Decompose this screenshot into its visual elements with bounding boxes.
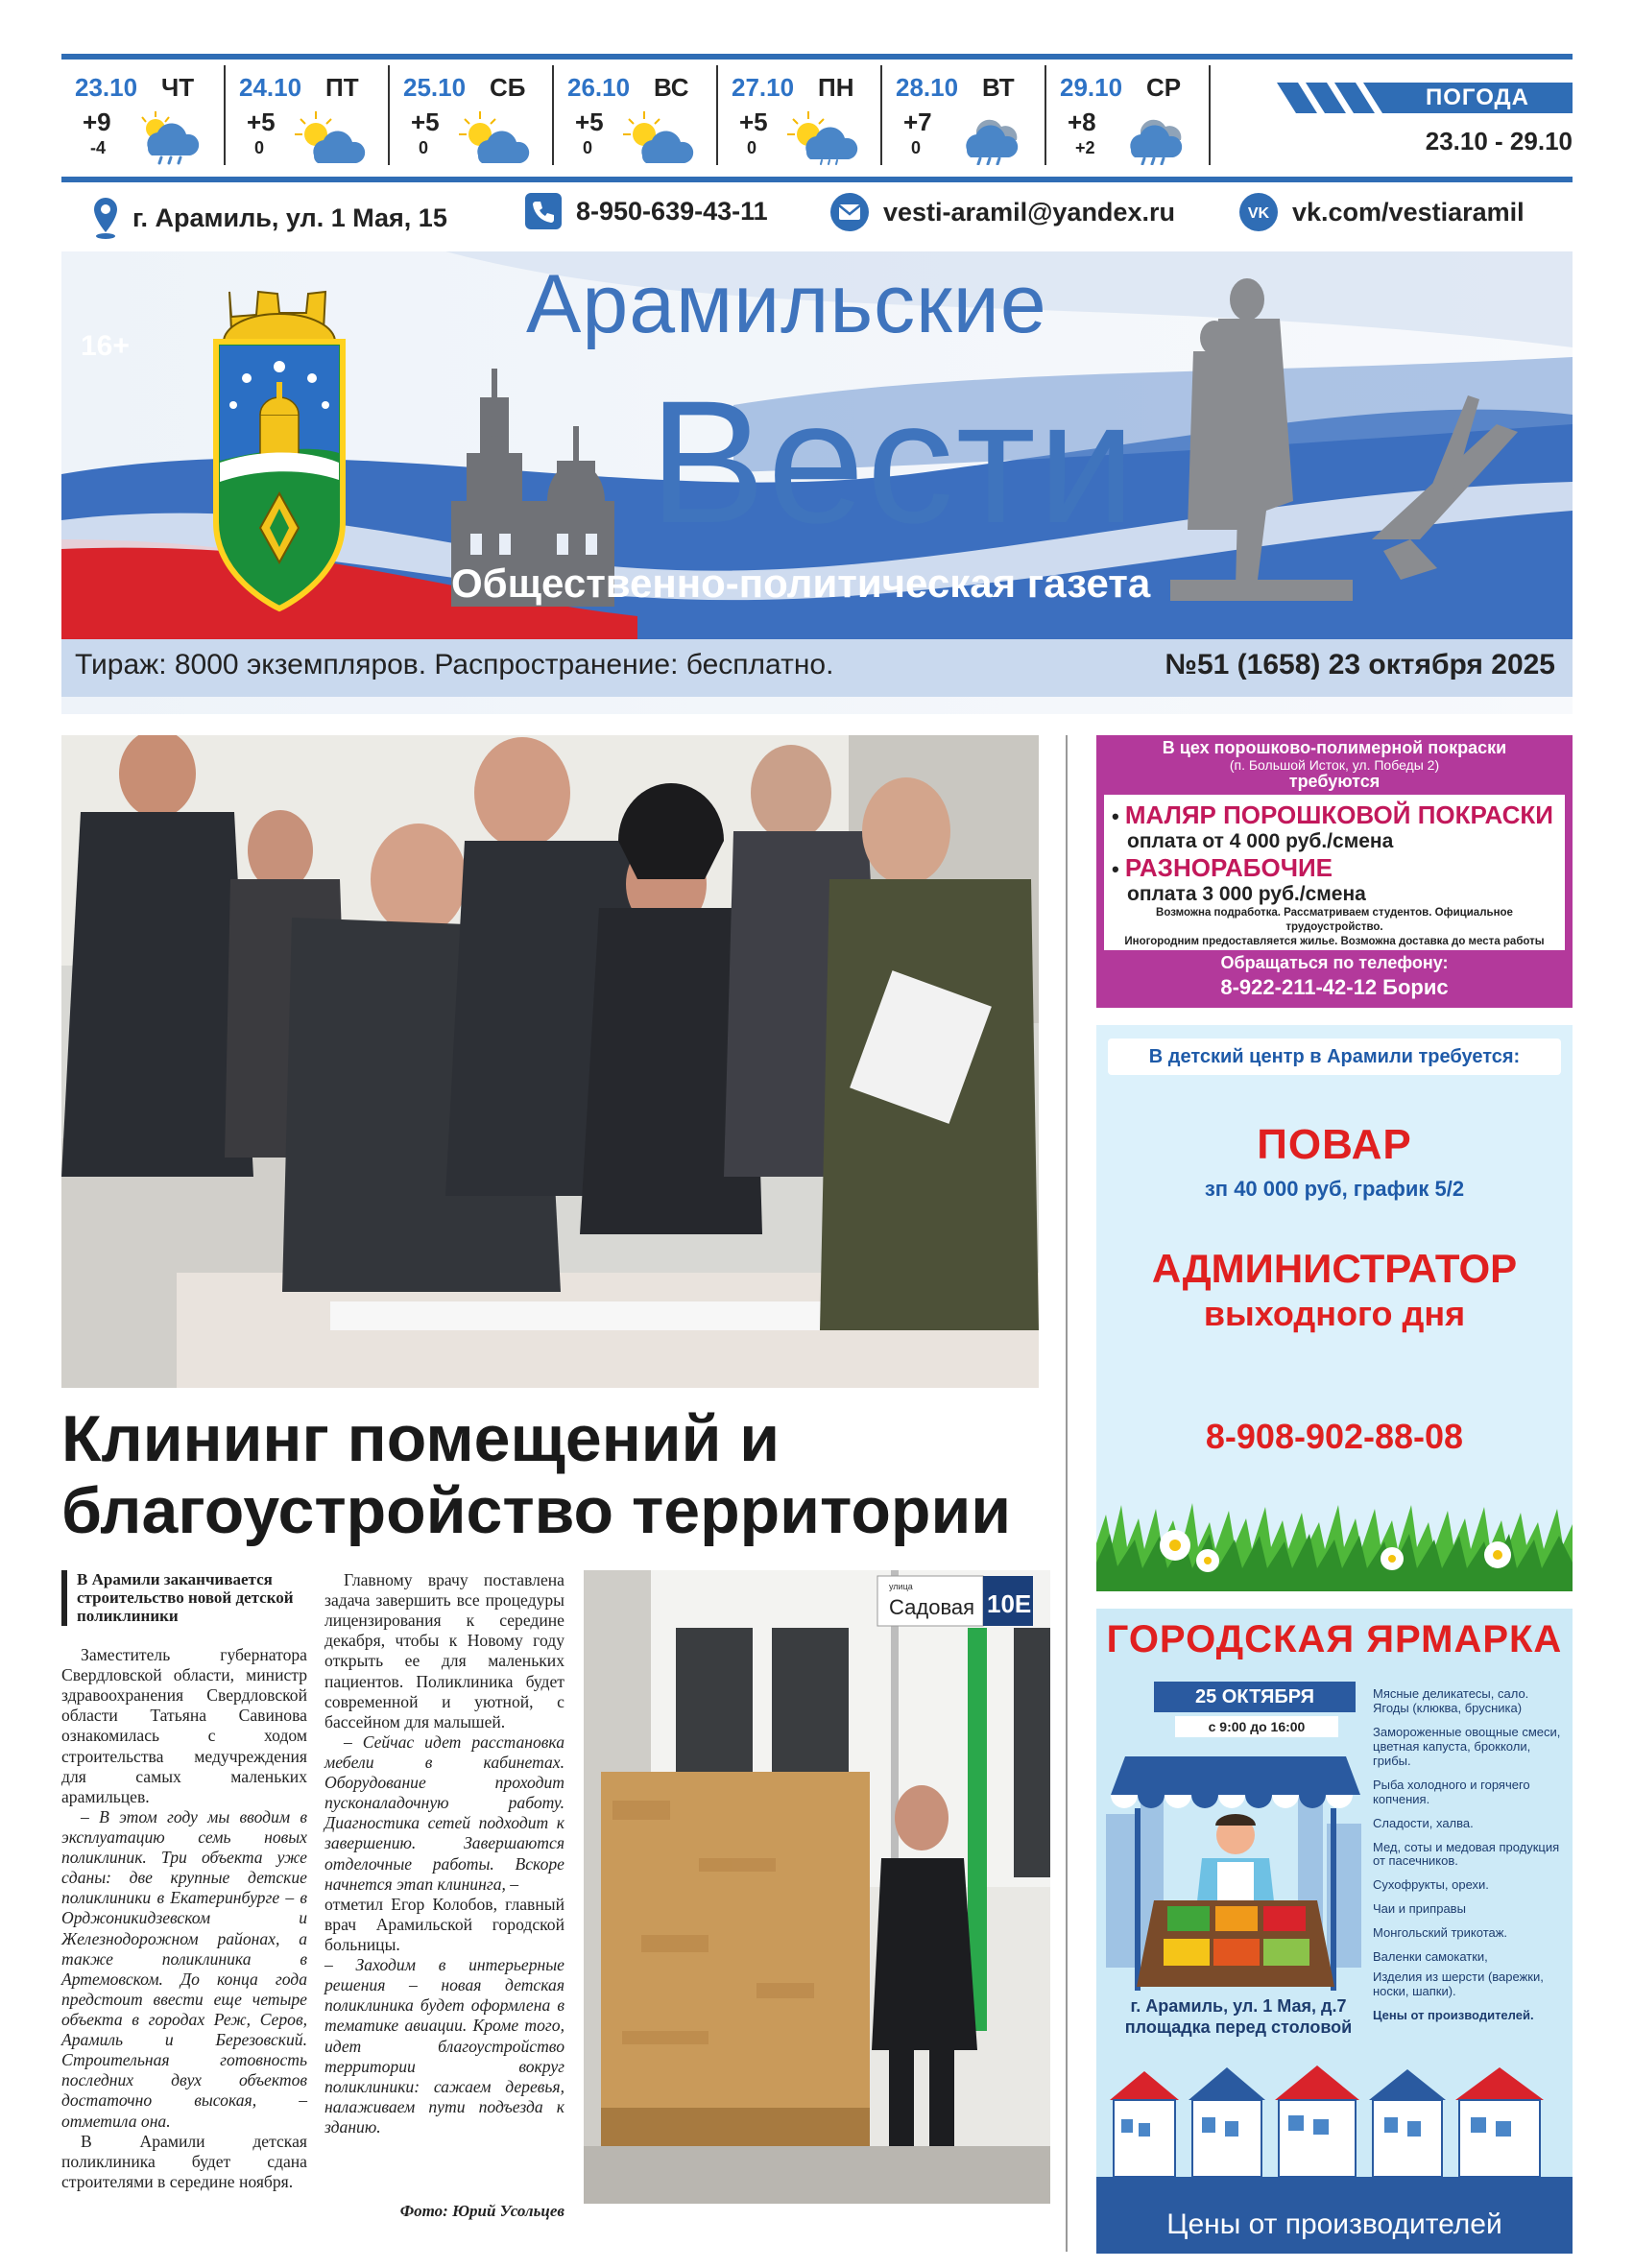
sun-cloud-rain-icon: [783, 109, 868, 165]
weather-day: [61, 65, 226, 165]
ad1-heading: В цех порошково-полимерной покраски: [1162, 738, 1507, 757]
ad1-role-1: МАЛЯР ПОРОШКОВОЙ ПОКРАСКИ: [1124, 800, 1553, 829]
weather-date: 27.10: [732, 73, 795, 102]
photo-group-inspection: [61, 735, 1039, 1388]
product-item: Валенки самокатки,: [1373, 1949, 1488, 1965]
paragraph: – В этом году мы вводим в эксплуатацию семь новых поликлиник. Три объекта уже сданы: две крупные детские поликлиники в Екатеринбурге – в Орджоникидзевском и Железнодорожном районах, а также поликлиника в Артемовском. До конца года предстоит ввести еще четыре объекта в городах Реж, Серов, Арамиль и Березовский. Строительная готовность последних двух объектов достаточно высокая, – отметила она.: [61, 1806, 307, 2131]
grass-daisies-decoration: [1096, 1486, 1573, 1591]
weather-low: +2: [1075, 138, 1095, 157]
weather-date: 24.10: [239, 73, 302, 102]
contact-address: [92, 196, 447, 240]
weather-date: 25.10: [403, 73, 467, 102]
article-lead: В Арамили заканчивается строительство новой детской поликлиники: [61, 1570, 303, 1626]
ad1-pay-1: оплата от 4 000 руб./смена: [1127, 830, 1394, 852]
ad3-address-line-2: площадка перед столовой: [1124, 2017, 1353, 2037]
product-item-strong: Цены от производителей.: [1373, 2008, 1534, 2022]
street-sign: [877, 1576, 1033, 1626]
weather-dow: СБ: [490, 73, 526, 102]
weather-dow: ВС: [654, 73, 689, 102]
ad1-phone: 8-922-211-42-12 Борис: [1220, 975, 1449, 999]
weather-dow: СР: [1146, 73, 1182, 102]
ad3-title: ГОРОДСКАЯ ЯРМАРКА: [1106, 1618, 1563, 1660]
ad2-role-admin: АДМИНИСТРАТОР: [1151, 1246, 1518, 1291]
weather-label: ПОГОДА: [1382, 83, 1573, 113]
paragraph: – Сейчас идет расстановка мебели в кабинетах. Оборудование проходит пусконаладочную работу. Диагностика сетей подходит к завершению. Завершаются отделочные работы. Вскоре начнется этап клининга, –: [324, 1731, 564, 1894]
headline-line-2: благоустройство территории: [61, 1473, 1012, 1547]
coat-of-arms: [216, 292, 343, 609]
rain-cloud-icon: [127, 109, 211, 165]
ad2-pay: зп 40 000 руб, график 5/2: [1204, 1177, 1465, 1201]
vk-text: vk.com/vestiaramil: [1292, 197, 1525, 227]
contacts-bar: [61, 188, 1573, 244]
sign-street-name: Садовая: [889, 1595, 975, 1619]
weather-day: [390, 65, 554, 165]
rain-cloud-icon: [1112, 109, 1196, 165]
ad3-date: 25 ОКТЯБРЯ: [1154, 1682, 1356, 1712]
ad1-fine-1: Возможна подработка. Рассматриваем студентов. Официальное трудоустройство.: [1156, 907, 1513, 933]
article-photo: [584, 1570, 1050, 2204]
weather-date: 28.10: [896, 73, 959, 102]
paragraph: – Заходим в интерьерные решения – новая детская поликлиника будет оформлена в тематике авиации. Кроме того, идет благоустройство территории вокруг поликлиники: сажаем деревья, налаживаем пути подъезда к зданию.: [324, 1955, 564, 2137]
sun-cloud-icon: [291, 109, 375, 165]
product-item: Чаи и приправы: [1373, 1901, 1466, 1917]
location-pin-icon: [92, 196, 119, 240]
product-item: Замороженные овощные смеси, цветная капуста, брокколи, грибы.: [1373, 1724, 1561, 1768]
weather-dow: ПТ: [325, 73, 359, 102]
masthead: [61, 251, 1573, 714]
weather-high: +9: [83, 107, 111, 136]
product-item: Сухофрукты, орехи.: [1373, 1877, 1489, 1893]
product-item: Мед, соты и медовая продукция от пасечников.: [1373, 1839, 1560, 1869]
ad1-place: (п. Большой Исток, ул. Победы 2): [1229, 756, 1440, 773]
paragraph: В Арамили детская поликлиника будет сдана строителями в середине ноября.: [61, 2131, 307, 2191]
ad1-call: Обращаться по телефону:: [1220, 953, 1449, 972]
weather-high: +5: [247, 107, 276, 136]
ad1-fine-2: Иногородним предоставляется жилье. Возможна доставка до места работы: [1124, 935, 1545, 947]
weather-low: 0: [419, 138, 429, 157]
weather-high: +7: [903, 107, 932, 136]
weather-date: 29.10: [1060, 73, 1123, 102]
photo-credit: Фото: Юрий Усольцев: [399, 2202, 564, 2220]
phone-text: 8-950-639-43-11: [576, 196, 768, 226]
ad1-vacancies: • МАЛЯР ПОРОШКОВОЙ ПОКРАСКИ оплата от 4 000 руб./смена • РАЗНОРАБОЧИЕ оплата 3 000 руб./смена Возможна подработка. Рассматриваем студентов. Официальное трудоустройство. Иногородним предоставляется жилье. Возможна доставка до места работы: [1104, 795, 1565, 950]
newspaper-title-main: Вести: [649, 364, 1138, 560]
column-divider: [1066, 735, 1068, 2252]
ad3-address-line-1: г. Арамиль, ул. 1 Мая, д.7: [1130, 1996, 1347, 2016]
main-photo: [61, 735, 1039, 1388]
ad1-needed: требуются: [1288, 772, 1381, 792]
ad2-role-cook: ПОВАР: [1257, 1121, 1412, 1168]
article-headline: [61, 1403, 1050, 1547]
sign-number: 10Е: [987, 1589, 1032, 1618]
phone-icon: [524, 192, 563, 230]
ad2-role-admin-note: выходного дня: [1203, 1294, 1466, 1333]
ad3-time: с 9:00 до 16:00: [1175, 1716, 1338, 1737]
weather-dow: ВТ: [982, 73, 1015, 102]
ad3-address: [1104, 1996, 1373, 2038]
newspaper-subtitle: Общественно-политическая газета: [451, 561, 1151, 606]
paragraph: Главному врачу поставлена задача завершить все процедуры лицензирования к середине декабря, чтобы к Новому году открыть ее для маленьких пациентов. Поликлиника будет современной и уютной, с бассейном для малышей.: [324, 1570, 564, 1731]
product-item: Рыба холодного и горячего копчения.: [1373, 1777, 1530, 1806]
weather-day: [882, 65, 1046, 165]
ad1-role-2: РАЗНОРАБОЧИЕ: [1124, 853, 1333, 882]
product-item: Сладости, халва.: [1373, 1815, 1474, 1830]
weather-range: 23.10 - 29.10: [1425, 127, 1573, 155]
weather-dow: ЧТ: [161, 73, 195, 102]
market-tents-illustration: [1096, 2062, 1573, 2196]
ad3-footer: Цены от производителей: [1096, 2196, 1573, 2254]
product-item: Изделия из шерсти (варежки, носки, шапки).: [1373, 1970, 1544, 1999]
email-text: vesti-aramil@yandex.ru: [883, 197, 1175, 227]
ad-kids-center: [1096, 1025, 1573, 1591]
weather-low: 0: [911, 138, 922, 157]
contacts-rule: [61, 177, 1573, 182]
vk-icon: [1238, 192, 1279, 232]
weather-top-rule: [61, 54, 1573, 60]
age-rating: 16+: [81, 330, 130, 362]
rain-cloud-icon: [948, 109, 1032, 165]
svg-text:VK: VK: [1247, 205, 1270, 222]
weather-day: [554, 65, 718, 165]
weather-forecast: [61, 65, 1213, 165]
headline-line-1: Клининг помещений и: [61, 1402, 780, 1475]
weather-low: -4: [90, 138, 107, 157]
article-column-1: [61, 1645, 307, 2192]
weather-date: 26.10: [567, 73, 631, 102]
sign-street-small: улица: [889, 1582, 913, 1591]
weather-date: 23.10: [75, 73, 138, 102]
weather-low: 0: [747, 138, 757, 157]
ad3-product-list: [1373, 1687, 1565, 2033]
ad2-phone: 8-908-902-88-08: [1205, 1417, 1464, 1456]
weather-high: +5: [411, 107, 440, 136]
contact-vk[interactable]: [1238, 192, 1525, 232]
weather-day: [226, 65, 390, 165]
newspaper-title-top: Арамильские: [526, 258, 1047, 350]
weather-high: +5: [575, 107, 604, 136]
weather-low: 0: [254, 138, 265, 157]
article-column-2: [324, 1570, 564, 2137]
decorative-stripes: [1277, 83, 1392, 113]
weather-day: [718, 65, 882, 165]
weather-high: +5: [739, 107, 768, 136]
contact-email[interactable]: [829, 192, 1175, 232]
email-icon: [829, 192, 870, 232]
ad-paint-shop: [1096, 735, 1573, 1008]
address-text: г. Арамиль, ул. 1 Мая, 15: [132, 203, 447, 232]
product-item: Мясные деликатесы, сало. Ягоды (клюква, брусника): [1373, 1686, 1529, 1715]
ad1-pay-2: оплата 3 000 руб./смена: [1127, 883, 1366, 905]
circulation-text: Тираж: 8000 экземпляров. Распространение: бесплатно.: [75, 649, 834, 680]
paragraph: Заместитель губернатора Свердловской области, министр здравоохранения Свердловской области Татьяна Савинова ознакомилась с ходом строительства медучреждения для самых маленьких арамильцев.: [61, 1645, 307, 1806]
contact-phone[interactable]: [524, 192, 768, 230]
issue-number: №51 (1658) 23 октября 2025: [1165, 649, 1555, 680]
weather-dow: ПН: [818, 73, 854, 102]
weather-low: 0: [583, 138, 593, 157]
photo-doctor-at-building: [584, 1570, 1050, 2204]
ad2-heading: В детский центр в Арамили требуется:: [1108, 1039, 1561, 1075]
market-stall-illustration: [1096, 1737, 1375, 2006]
product-item: Монгольский трикотаж.: [1373, 1925, 1508, 1941]
weather-high: +8: [1068, 107, 1096, 136]
paragraph: отметил Егор Колобов, главный врач Арамильской городской больницы.: [324, 1894, 564, 1954]
ad-city-fair: [1096, 1609, 1573, 2254]
sun-cloud-icon: [619, 109, 704, 165]
weather-day: [1046, 65, 1211, 165]
sun-cloud-icon: [455, 109, 540, 165]
